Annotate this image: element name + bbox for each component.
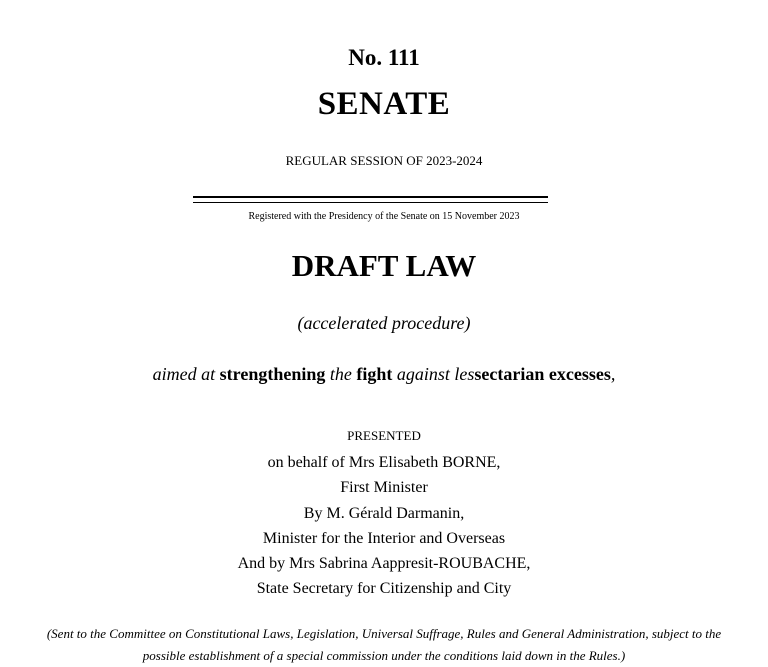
presenter-line: By M. Gérald Darmanin, bbox=[303, 505, 465, 522]
committee-footnote-line: (Sent to the Committee on Constitutional Laws, Legislation, Universal Suffrage, Rules and General Administration, subject to the bbox=[46, 626, 722, 641]
divider-thick bbox=[193, 196, 548, 198]
presenter-line: on behalf of Mrs Elisabeth BORNE, bbox=[267, 454, 501, 471]
presenter-line: State Secretary for Citizenship and City bbox=[256, 580, 512, 597]
presenter-line: First Minister bbox=[340, 479, 428, 496]
chamber-title: SENATE bbox=[317, 86, 451, 122]
purpose-segment: aimed at bbox=[152, 364, 220, 384]
bill-purpose bbox=[0, 362, 768, 386]
purpose-segment: fight bbox=[356, 364, 393, 384]
presenter-line: Minister for the Interior and Overseas bbox=[262, 530, 506, 547]
bill-number: No. 111 bbox=[348, 45, 420, 70]
divider-thin bbox=[193, 202, 548, 203]
committee-footnote-line: possible establishment of a special commission under the conditions laid down in the Rules.) bbox=[142, 648, 626, 663]
presented-label: PRESENTED bbox=[347, 428, 421, 443]
purpose-segment: strengthening bbox=[219, 364, 326, 384]
purpose-segment: sectarian excesses bbox=[474, 364, 611, 384]
purpose-segment: the bbox=[325, 364, 357, 384]
purpose-segment: against les bbox=[392, 364, 475, 384]
document-type-title: DRAFT LAW bbox=[291, 248, 477, 283]
purpose-segment: , bbox=[610, 364, 616, 384]
registration-line: Registered with the Presidency of the Senate on 15 November 2023 bbox=[248, 211, 520, 222]
procedure-note: (accelerated procedure) bbox=[297, 313, 471, 333]
presenter-line: And by Mrs Sabrina Aappresit-ROUBACHE, bbox=[237, 555, 531, 572]
session-line: REGULAR SESSION OF 2023-2024 bbox=[285, 153, 483, 168]
